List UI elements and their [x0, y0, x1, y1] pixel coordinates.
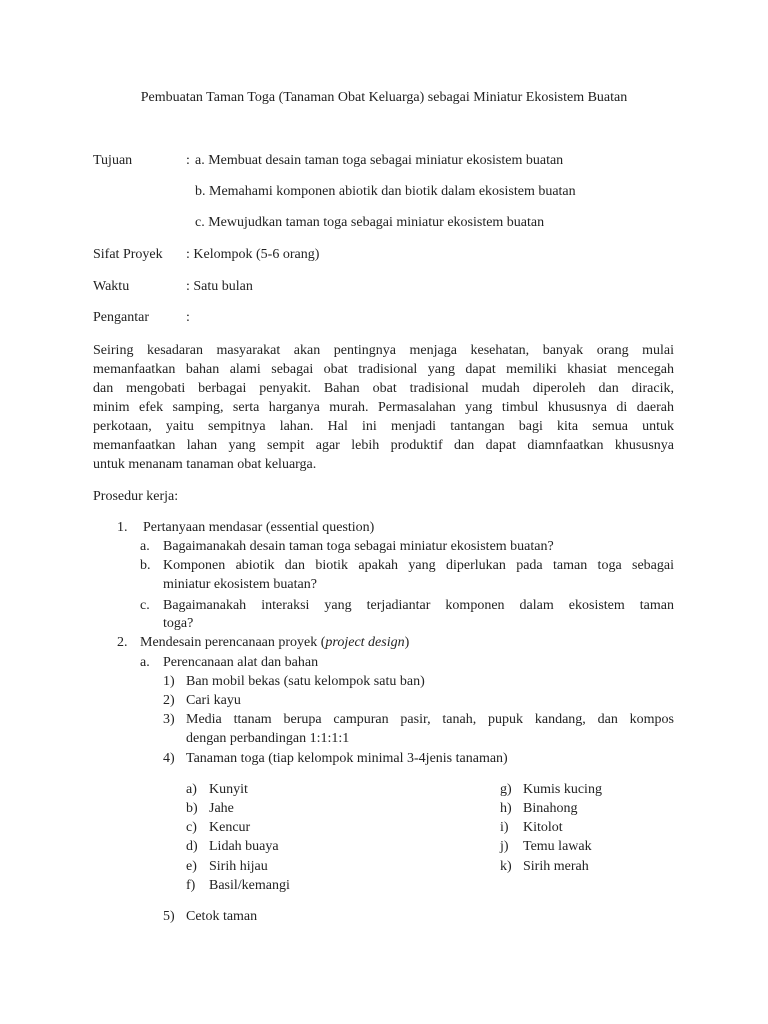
plant-letter: b)	[186, 801, 198, 816]
question-a-letter: a.	[140, 539, 150, 554]
waktu-label: Waktu	[93, 279, 130, 294]
plant-letter: c)	[186, 820, 197, 835]
plant-letter: j)	[500, 839, 509, 854]
plant-name: Sirih merah	[523, 859, 589, 874]
tujuan-item-c: c. Mewujudkan taman toga sebagai miniatur ekosistem buatan	[195, 215, 545, 230]
step2-text: Mendesain perencanaan proyek (project design)	[140, 635, 410, 650]
plant-name: Kitolot	[523, 820, 563, 835]
pengantar-line: memanfaatkan lahan yang sempit agar lebih produktif dan dapat diamnfaatkan khususnya	[93, 438, 674, 453]
question-a-text: Bagaimanakah desain taman toga sebagai miniatur ekosistem buatan?	[163, 539, 554, 554]
material-3-text-cont: dengan perbandingan 1:1:1:1	[186, 731, 350, 746]
material-4-number: 4)	[163, 751, 175, 766]
question-c-text-cont: toga?	[163, 616, 194, 631]
pengantar-line: memanfaatkan bahan alami sebagai obat tradisional yang dapat memiliki khasiat mencegah	[93, 362, 674, 377]
material-3-text: Media ttanam berupa campuran pasir, tanah, pupuk kandang, dan kompos	[186, 712, 674, 727]
pengantar-line: Seiring kesadaran masyarakat akan pentingnya menjaga kesehatan, banyak orang mulai	[93, 343, 674, 358]
sifat-value: : Kelompok (5-6 orang)	[186, 247, 320, 262]
plant-letter: e)	[186, 859, 197, 874]
pengantar-line: minim efek samping, serta harganya murah. Permasalahan yang timbul khususnya di daerah	[93, 400, 674, 415]
question-b-text: Komponen abiotik dan biotik apakah yang diperlukan pada taman toga sebagai	[163, 558, 674, 573]
plant-letter: i)	[500, 820, 509, 835]
plant-name: Temu lawak	[523, 839, 592, 854]
pengantar-colon: :	[186, 310, 190, 325]
material-1-number: 1)	[163, 674, 175, 689]
sifat-label: Sifat Proyek	[93, 247, 163, 262]
plant-letter: g)	[500, 782, 512, 797]
plant-letter: k)	[500, 859, 512, 874]
question-b-letter: b.	[140, 558, 151, 573]
material-2-number: 2)	[163, 693, 175, 708]
tujuan-colon: :	[186, 153, 190, 168]
document-title: Pembuatan Taman Toga (Tanaman Obat Keluarga) sebagai Miniatur Ekosistem Buatan	[140, 90, 628, 105]
waktu-value: : Satu bulan	[186, 279, 253, 294]
pengantar-line: untuk menanam tanaman obat keluarga.	[93, 457, 317, 472]
question-c-text: Bagaimanakah interaksi yang terjadiantar komponen dalam ekosistem taman	[163, 598, 674, 613]
tujuan-label: Tujuan	[93, 153, 133, 168]
plant-name: Binahong	[523, 801, 578, 816]
plant-letter: f)	[186, 878, 196, 893]
plant-name: Kumis kucing	[523, 782, 602, 797]
material-3-number: 3)	[163, 712, 175, 727]
material-4-text: Tanaman toga (tiap kelompok minimal 3-4jenis tanaman)	[186, 751, 508, 766]
plant-letter: d)	[186, 839, 198, 854]
step1-text: Pertanyaan mendasar (essential question)	[143, 520, 375, 535]
material-5-number: 5)	[163, 909, 175, 924]
plant-name: Kencur	[209, 820, 251, 835]
plant-name: Jahe	[209, 801, 234, 816]
prosedur-label: Prosedur kerja:	[93, 489, 179, 504]
tujuan-item-b: b. Memahami komponen abiotik dan biotik dalam ekosistem buatan	[195, 184, 576, 199]
material-1-text: Ban mobil bekas (satu kelompok satu ban)	[186, 674, 425, 689]
plant-letter: a)	[186, 782, 197, 797]
pengantar-line: dan mengobati berbagai penyakit. Bahan obat tradisional mudah diperoleh dan diracik,	[93, 381, 674, 396]
plant-name: Sirih hijau	[209, 859, 268, 874]
sub-a-text: Perencanaan alat dan bahan	[163, 655, 319, 670]
step2-number: 2.	[117, 635, 128, 650]
plant-name: Kunyit	[209, 782, 248, 797]
sub-a-letter: a.	[140, 655, 150, 670]
pengantar-label: Pengantar	[93, 310, 149, 325]
plant-name: Basil/kemangi	[209, 878, 290, 893]
material-5-text: Cetok taman	[186, 909, 258, 924]
material-2-text: Cari kayu	[186, 693, 241, 708]
pengantar-line: perkotaan, yaitu sempitnya lahan. Hal ini menjadi tantangan bagi kita semua untuk	[93, 419, 674, 434]
question-c-letter: c.	[140, 598, 150, 613]
plant-name: Lidah buaya	[209, 839, 279, 854]
question-b-text-cont: miniatur ekosistem buatan?	[163, 577, 317, 592]
step1-number: 1.	[117, 520, 128, 535]
plant-letter: h)	[500, 801, 512, 816]
tujuan-item-a: a. Membuat desain taman toga sebagai miniatur ekosistem buatan	[195, 153, 564, 168]
